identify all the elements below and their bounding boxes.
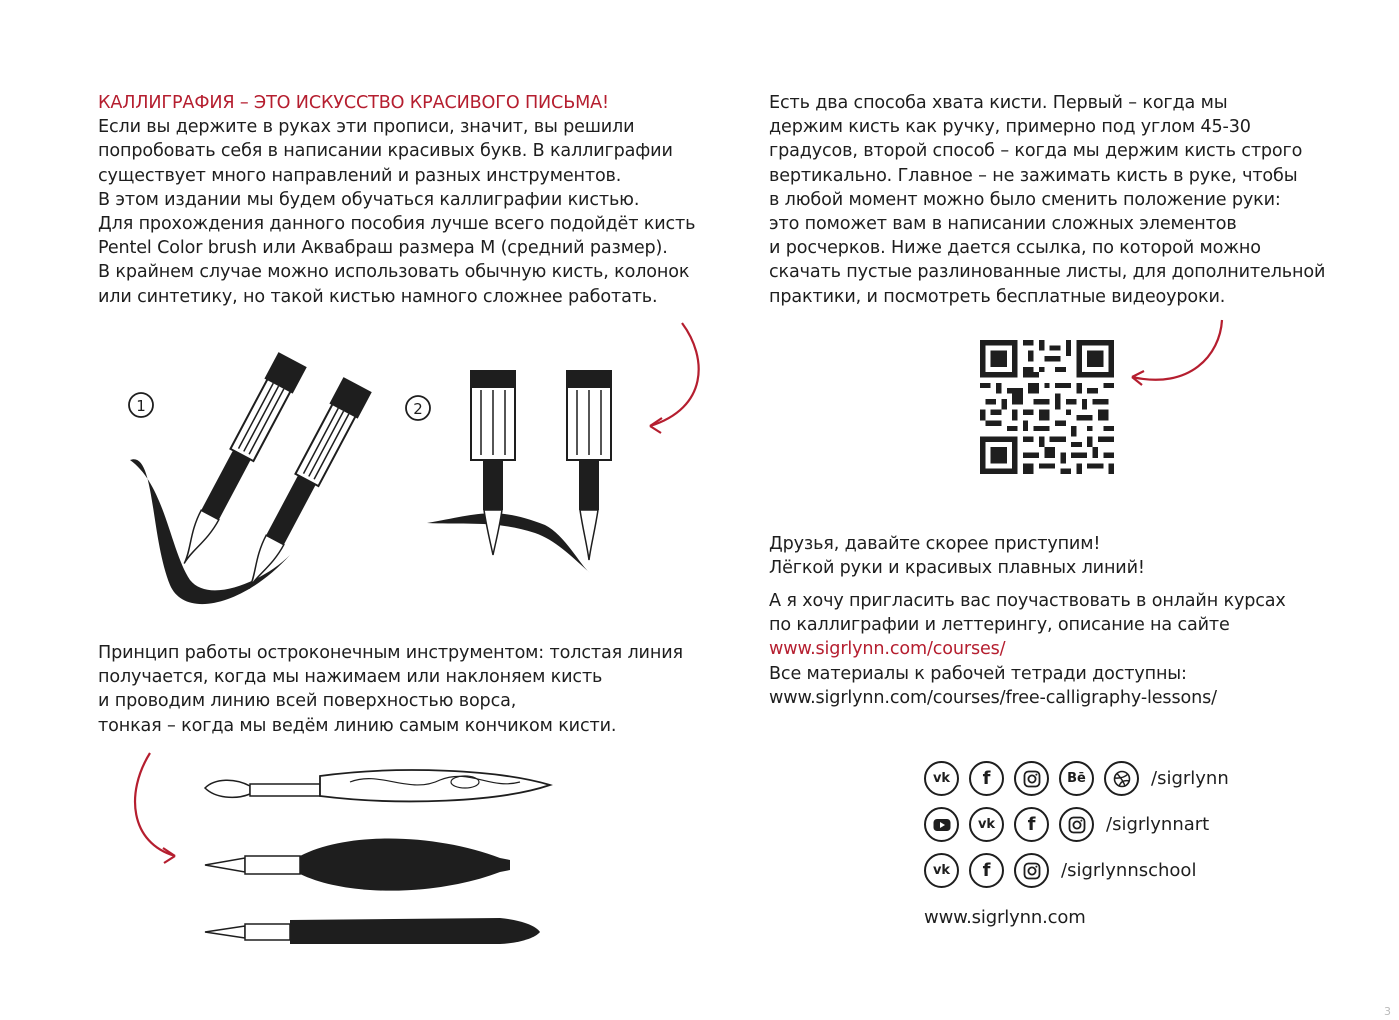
invite-line: по каллиграфии и леттерингу, описание на сайте — [769, 615, 1230, 636]
courses-link[interactable]: www.sigrlynn.com/courses/ — [769, 639, 1006, 660]
friends-block — [769, 532, 1145, 580]
writing-tools-illustration — [200, 760, 560, 950]
facebook-icon[interactable]: f — [969, 761, 1004, 796]
friends-line: Лёгкой руки и красивых плавных линий! — [769, 558, 1145, 579]
red-arrow-icon — [125, 748, 195, 868]
principle-line: Принцип работы остроконечным инструментом: толстая линия — [98, 643, 683, 663]
friends-line: Друзья, давайте скорее приступим! — [769, 534, 1101, 554]
page-number: 3 — [1384, 1005, 1391, 1018]
intro-line: В крайнем случае можно использовать обычную кисть, колонок — [98, 262, 690, 283]
principle-line: получается, когда мы нажимаем или наклоняем кисть — [98, 667, 603, 688]
intro-line: или синтетику, но такой кистью намного сложнее работать. — [98, 286, 658, 307]
social-row-sigrlynnschool — [924, 853, 1196, 888]
youtube-icon[interactable] — [924, 807, 959, 842]
social-handle[interactable]: /sigrlynn — [1151, 768, 1229, 789]
principle-line: и проводим линию всей поверхностью ворса, — [98, 691, 517, 712]
grip-line: скачать пустые разлинованные листы, для дополнительной — [769, 262, 1326, 283]
grip-line: практики, и посмотреть бесплатные видеоуроки. — [769, 286, 1226, 307]
social-row-sigrlynnart — [924, 807, 1209, 842]
instagram-icon[interactable] — [1059, 807, 1094, 842]
social-handle[interactable]: /sigrlynnart — [1106, 814, 1210, 835]
grip-line: в любой момент можно было сменить положение руки: — [769, 189, 1281, 210]
vk-icon[interactable]: vk — [924, 761, 959, 796]
red-arrow-icon — [630, 318, 720, 438]
materials-link[interactable]: www.sigrlynn.com/courses/free-calligraphy-lessons/ — [769, 687, 1217, 708]
materials-line: Все материалы к рабочей тетради доступны: — [769, 663, 1187, 684]
intro-line: Если вы держите в руках эти прописи, значит, вы решили — [98, 117, 635, 138]
intro-line: существует много направлений и разных инструментов. — [98, 165, 622, 186]
grip-line: это поможет вам в написании сложных элементов — [769, 214, 1237, 235]
grip-line: вертикально. Главное – не зажимать кисть в руке, чтобы — [769, 165, 1298, 186]
grip-marker-1: 1 — [136, 397, 146, 415]
intro-line: Pentel Color brush или Аквабраш размера М (средний размер). — [98, 238, 668, 259]
brush-grip-illustration — [115, 355, 635, 625]
principle-block — [98, 641, 683, 738]
grip-line: Есть два способа хвата кисти. Первый – когда мы — [769, 93, 1228, 113]
grip-block — [769, 91, 1325, 309]
intro-line: попробовать себя в написании красивых букв. В каллиграфии — [98, 141, 673, 162]
intro-block — [98, 91, 695, 309]
invite-line: А я хочу пригласить вас поучаствовать в онлайн курсах — [769, 591, 1286, 611]
instagram-icon[interactable] — [1014, 761, 1049, 796]
facebook-icon[interactable]: f — [969, 853, 1004, 888]
page-heading: КАЛЛИГРАФИЯ – ЭТО ИСКУССТВО КРАСИВОГО ПИСЬМА! — [98, 93, 609, 113]
grip-line: градусов, второй способ – когда мы держим кисть строго — [769, 141, 1303, 162]
intro-line: Для прохождения данного пособия лучше всего подойдёт кисть — [98, 214, 696, 235]
vk-icon[interactable]: vk — [969, 807, 1004, 842]
grip-line: держим кисть как ручку, примерно под углом 45-30 — [769, 117, 1251, 138]
grip-marker-2: 2 — [413, 400, 423, 418]
facebook-icon[interactable]: f — [1014, 807, 1049, 842]
social-row-sigrlynn — [924, 761, 1229, 796]
qr-code[interactable] — [980, 340, 1114, 474]
behance-icon[interactable]: Bē — [1059, 761, 1094, 796]
social-handle[interactable]: /sigrlynnschool — [1061, 860, 1197, 881]
dribbble-icon[interactable] — [1104, 761, 1139, 796]
website-link[interactable]: www.sigrlynn.com — [924, 907, 1086, 928]
instagram-icon[interactable] — [1014, 853, 1049, 888]
vk-icon[interactable]: vk — [924, 853, 959, 888]
red-arrow-icon — [1120, 315, 1230, 390]
invite-block — [769, 589, 1286, 710]
intro-line: В этом издании мы будем обучаться каллиграфии кистью. — [98, 189, 640, 210]
principle-line: тонкая – когда мы ведём линию самым кончиком кисти. — [98, 715, 617, 736]
grip-line: и росчерков. Ниже дается ссылка, по которой можно — [769, 238, 1261, 259]
